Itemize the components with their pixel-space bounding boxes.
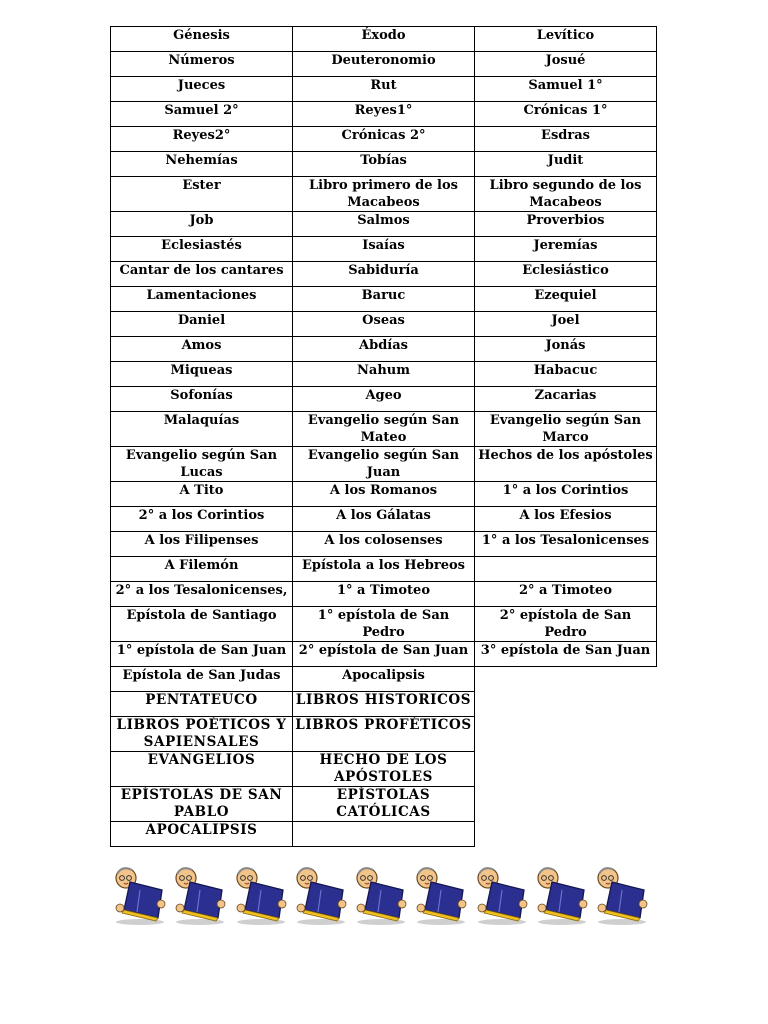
- book-cell: Salmos: [293, 212, 475, 237]
- book-cell: Cantar de los cantares: [111, 262, 293, 287]
- book-cell: Crónicas 2°: [293, 127, 475, 152]
- book-cell: Ester: [111, 177, 293, 212]
- book-cell: Libro segundo de los Macabeos: [475, 177, 657, 212]
- category-cell: PENTATEUCO: [111, 692, 293, 717]
- table-row: [111, 412, 657, 447]
- book-cell: Crónicas 1°: [475, 102, 657, 127]
- book-cell: Zacarias: [475, 387, 657, 412]
- category-cell: EVANGELIOS: [111, 752, 293, 787]
- book-cell: Epístola de San Judas: [111, 667, 293, 692]
- reading-bible-icon: [411, 864, 469, 926]
- book-cell: A los Filipenses: [111, 532, 293, 557]
- book-cell: 1° a Timoteo: [293, 582, 475, 607]
- book-cell: Habacuc: [475, 362, 657, 387]
- reading-bible-icon: [592, 864, 650, 926]
- book-cell: Miqueas: [111, 362, 293, 387]
- book-cell: A los Efesios: [475, 507, 657, 532]
- reading-bible-icon: [170, 864, 228, 926]
- book-cell: Eclesiástico: [475, 262, 657, 287]
- book-cell: Génesis: [111, 27, 293, 52]
- book-cell: Rut: [293, 77, 475, 102]
- table-row: [111, 362, 657, 387]
- book-cell: Judit: [475, 152, 657, 177]
- book-cell: Jueces: [111, 77, 293, 102]
- table-row: [111, 642, 657, 667]
- table-row: [111, 557, 657, 582]
- empty-cell: [475, 752, 657, 787]
- book-cell: Reyes1°: [293, 102, 475, 127]
- book-cell: 1° epístola de San Pedro: [293, 607, 475, 642]
- book-cell: Daniel: [111, 312, 293, 337]
- book-cell: Epístola de Santiago: [111, 607, 293, 642]
- table-row: [111, 667, 657, 692]
- book-cell: Samuel 1°: [475, 77, 657, 102]
- empty-cell: [475, 692, 657, 717]
- reading-bible-icon: [110, 864, 168, 926]
- category-row: [111, 717, 657, 752]
- book-cell: Éxodo: [293, 27, 475, 52]
- book-cell: Oseas: [293, 312, 475, 337]
- table-row: [111, 152, 657, 177]
- category-cell: HECHO DE LOS APÓSTOLES: [293, 752, 475, 787]
- books-table: [110, 26, 657, 847]
- category-cell: [293, 822, 475, 847]
- category-row: [111, 692, 657, 717]
- table-row: [111, 212, 657, 237]
- book-cell: Números: [111, 52, 293, 77]
- reading-bible-icon: [231, 864, 289, 926]
- book-cell: Eclesiastés: [111, 237, 293, 262]
- book-cell: Jeremías: [475, 237, 657, 262]
- book-cell: A los Romanos: [293, 482, 475, 507]
- category-row: [111, 822, 657, 847]
- category-row: [111, 752, 657, 787]
- book-cell: Deuteronomio: [293, 52, 475, 77]
- book-cell: Evangelio según San Mateo: [293, 412, 475, 447]
- empty-cell: [475, 822, 657, 847]
- book-cell: 2° epístola de San Pedro: [475, 607, 657, 642]
- book-cell: Evangelio según San Juan: [293, 447, 475, 482]
- book-cell: Nehemías: [111, 152, 293, 177]
- category-cell: LIBROS POÉTICOS Y SAPIENSALES: [111, 717, 293, 752]
- category-cell: LIBROS HISTORICOS: [293, 692, 475, 717]
- table-row: [111, 482, 657, 507]
- table-row: [111, 312, 657, 337]
- book-cell: A Tito: [111, 482, 293, 507]
- table-row: [111, 127, 657, 152]
- table-row: [111, 262, 657, 287]
- book-cell: Ezequiel: [475, 287, 657, 312]
- book-cell: A Filemón: [111, 557, 293, 582]
- empty-cell: [475, 787, 657, 822]
- book-cell: 2° a los Corintios: [111, 507, 293, 532]
- reading-bible-icon: [351, 864, 409, 926]
- book-cell: 3° epístola de San Juan: [475, 642, 657, 667]
- book-cell: Sofonías: [111, 387, 293, 412]
- book-cell: A los colosenses: [293, 532, 475, 557]
- book-cell: Joel: [475, 312, 657, 337]
- category-cell: EPÍSTOLAS DE SAN PABLO: [111, 787, 293, 822]
- table-row: [111, 102, 657, 127]
- book-cell: Abdías: [293, 337, 475, 362]
- book-cell: 2° epístola de San Juan: [293, 642, 475, 667]
- reading-bible-icon: [472, 864, 530, 926]
- decoration-strip: [110, 864, 650, 926]
- table-row: [111, 287, 657, 312]
- book-cell: Isaías: [293, 237, 475, 262]
- category-cell: EPÍSTOLAS CATÓLICAS: [293, 787, 475, 822]
- reading-bible-icon: [291, 864, 349, 926]
- book-cell: 1° a los Corintios: [475, 482, 657, 507]
- book-cell: A los Gálatas: [293, 507, 475, 532]
- book-cell: Baruc: [293, 287, 475, 312]
- table-row: [111, 582, 657, 607]
- table-row: [111, 52, 657, 77]
- table-row: [111, 27, 657, 52]
- book-cell: Reyes2°: [111, 127, 293, 152]
- reading-bible-icon: [532, 864, 590, 926]
- book-cell: Ageo: [293, 387, 475, 412]
- table-row: [111, 337, 657, 362]
- table-row: [111, 77, 657, 102]
- book-cell: Apocalipsis: [293, 667, 475, 692]
- book-cell: Jonás: [475, 337, 657, 362]
- book-cell: 1° epístola de San Juan: [111, 642, 293, 667]
- book-cell: Job: [111, 212, 293, 237]
- book-cell: Nahum: [293, 362, 475, 387]
- books-document: [110, 26, 657, 847]
- book-cell: Proverbios: [475, 212, 657, 237]
- table-row: [111, 387, 657, 412]
- book-cell: Evangelio según San Marco: [475, 412, 657, 447]
- category-cell: LIBROS PROFÉTICOS: [293, 717, 475, 752]
- book-cell: Josué: [475, 52, 657, 77]
- table-row: [111, 447, 657, 482]
- book-cell: Levítico: [475, 27, 657, 52]
- book-cell: Samuel 2°: [111, 102, 293, 127]
- book-cell: Amos: [111, 337, 293, 362]
- table-row: [111, 177, 657, 212]
- category-cell: APOCALIPSIS: [111, 822, 293, 847]
- category-row: [111, 787, 657, 822]
- table-row: [111, 237, 657, 262]
- book-cell: 2° a los Tesalonicenses,: [111, 582, 293, 607]
- book-cell: Epístola a los Hebreos: [293, 557, 475, 582]
- book-cell: Hechos de los apóstoles: [475, 447, 657, 482]
- table-row: [111, 607, 657, 642]
- table-row: [111, 507, 657, 532]
- book-cell: Evangelio según San Lucas: [111, 447, 293, 482]
- book-cell: Malaquías: [111, 412, 293, 447]
- book-cell: Libro primero de los Macabeos: [293, 177, 475, 212]
- empty-cell: [475, 717, 657, 752]
- table-row: [111, 532, 657, 557]
- book-cell: 2° a Timoteo: [475, 582, 657, 607]
- book-cell: 1° a los Tesalonicenses: [475, 532, 657, 557]
- book-cell: [475, 557, 657, 582]
- book-cell: Esdras: [475, 127, 657, 152]
- book-cell: [475, 667, 657, 692]
- book-cell: Lamentaciones: [111, 287, 293, 312]
- book-cell: Sabiduría: [293, 262, 475, 287]
- book-cell: Tobías: [293, 152, 475, 177]
